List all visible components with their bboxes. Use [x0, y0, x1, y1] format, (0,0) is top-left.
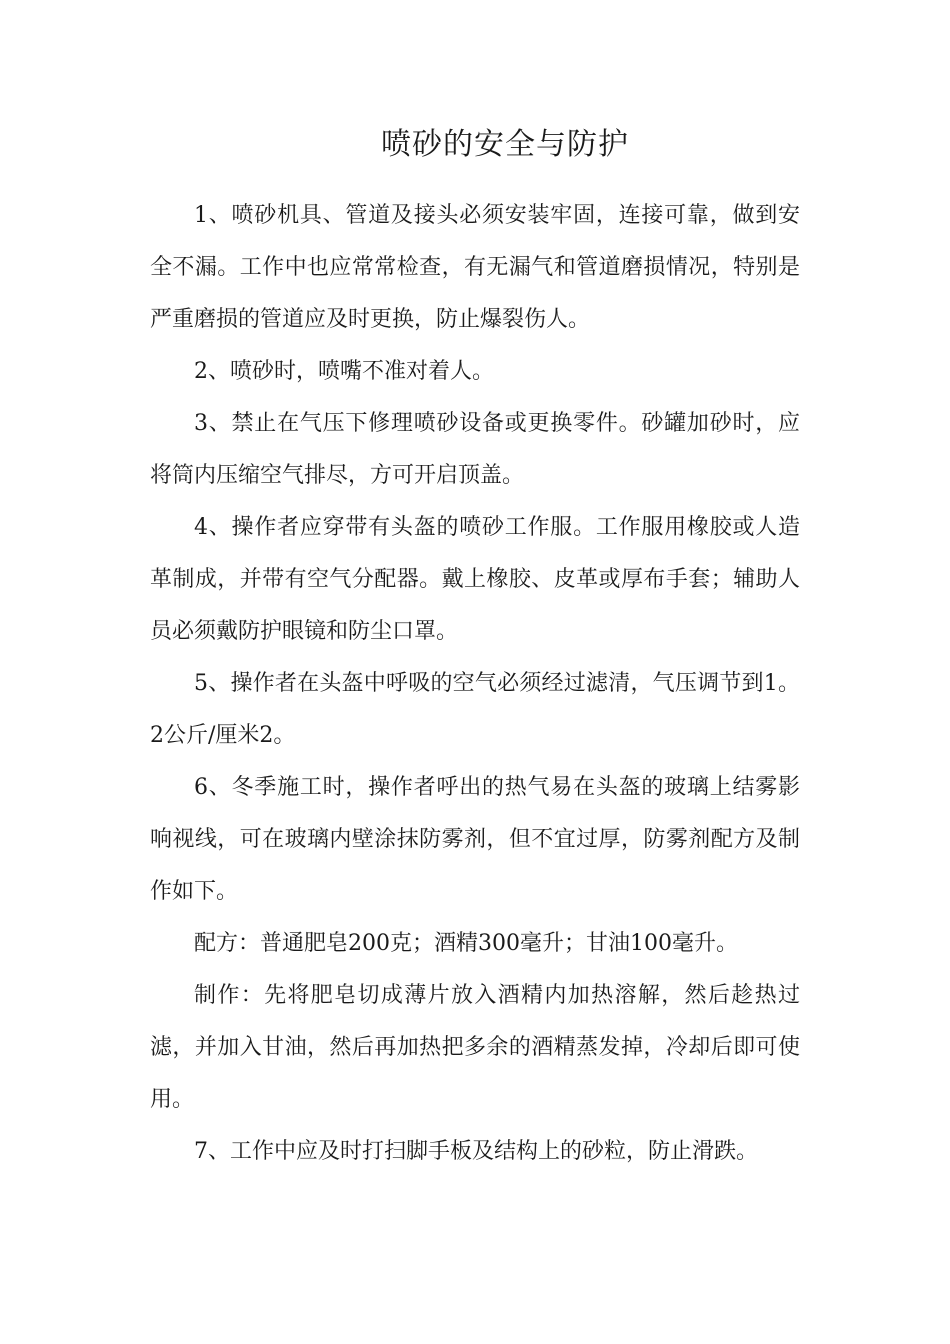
paragraph-item-5: 5、操作者在头盔中呼吸的空气必须经过滤清，气压调节到1。2公斤/厘米2。 [150, 671, 800, 748]
document-title: 喷砂的安全与防护 [381, 127, 629, 162]
paragraph-recipe: 配方：普通肥皂200克；酒精300毫升；甘油100毫升。 [194, 931, 738, 956]
paragraph-item-6: 6、冬季施工时，操作者呼出的热气易在头盔的玻璃上结雾影响视线，可在玻璃内壁涂抹防雾剂，但不宜过厚，防雾剂配方及制作如下。 [150, 775, 800, 904]
paragraph-item-2: 2、喷砂时，喷嘴不准对着人。 [194, 359, 494, 384]
paragraph-item-1: 1、喷砂机具、管道及接头必须安装牢固，连接可靠，做到安全不漏。工作中也应常常检查，有无漏气和管道磨损情况，特别是严重磨损的管道应及时更换，防止爆裂伤人。 [150, 203, 800, 332]
paragraph-preparation: 制作：先将肥皂切成薄片放入酒精内加热溶解，然后趁热过滤，并加入甘油，然后再加热把多余的酒精蒸发掉，冷却后即可使用。 [150, 983, 800, 1112]
paragraph-item-7: 7、工作中应及时打扫脚手板及结构上的砂粒，防止滑跌。 [194, 1139, 758, 1164]
paragraph-item-4: 4、操作者应穿带有头盔的喷砂工作服。工作服用橡胶或人造革制成，并带有空气分配器。戴上橡胶、皮革或厚布手套；辅助人员必须戴防护眼镜和防尘口罩。 [150, 515, 800, 644]
document-body [150, 190, 800, 1178]
paragraph-item-3: 3、禁止在气压下修理喷砂设备或更换零件。砂罐加砂时，应将筒内压缩空气排尽，方可开启顶盖。 [150, 411, 800, 488]
